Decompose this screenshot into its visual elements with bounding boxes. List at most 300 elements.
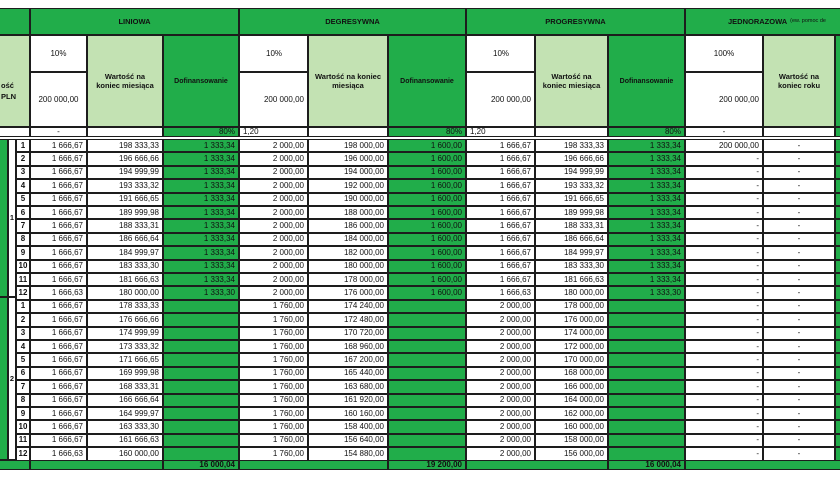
- lin-amortyzacja-cell[interactable]: 1 666,67: [30, 394, 87, 407]
- deg-amortyzacja-cell[interactable]: 2 000,00: [239, 246, 308, 259]
- lin-wartosc-cell[interactable]: 189 999,98: [87, 206, 163, 219]
- deg-wartosc-cell[interactable]: 198 000,00: [308, 139, 388, 152]
- lin-amortyzacja-cell[interactable]: 1 666,67: [30, 300, 87, 313]
- lin-dofinansowanie-cell[interactable]: 1 333,34: [163, 139, 239, 152]
- deg-amortyzacja-cell[interactable]: 2 000,00: [239, 152, 308, 165]
- jed-wartosc-cell[interactable]: -: [763, 340, 835, 353]
- lin-dofinansowanie-cell[interactable]: 1 333,30: [163, 286, 239, 299]
- jed-amortyzacja-cell[interactable]: -: [685, 246, 763, 259]
- prog-amortyzacja-cell[interactable]: 2 000,00: [466, 420, 535, 433]
- prog-amortyzacja-cell[interactable]: 2 000,00: [466, 353, 535, 366]
- lin-wartosc-cell[interactable]: 169 999,98: [87, 367, 163, 380]
- prog-dofinansowanie-cell[interactable]: [608, 340, 685, 353]
- deg-wartosc-cell[interactable]: 174 240,00: [308, 300, 388, 313]
- prog-amortyzacja-cell[interactable]: 2 000,00: [466, 340, 535, 353]
- jed-amortyzacja-cell[interactable]: -: [685, 340, 763, 353]
- lin-dofinansowanie-cell[interactable]: [163, 420, 239, 433]
- jed-wartosc-cell[interactable]: -: [763, 219, 835, 232]
- lin-dofinansowanie-cell[interactable]: [163, 434, 239, 447]
- lin-dofinansowanie-cell[interactable]: [163, 340, 239, 353]
- prog-wartosc-cell[interactable]: 164 000,00: [535, 394, 608, 407]
- prog-amortyzacja-cell[interactable]: 2 000,00: [466, 300, 535, 313]
- lin-dofinansowanie-cell[interactable]: 1 333,34: [163, 206, 239, 219]
- deg-amortyzacja-cell[interactable]: 2 000,00: [239, 219, 308, 232]
- deg-amortyzacja-cell[interactable]: 2 000,00: [239, 193, 308, 206]
- prog-value[interactable]: 200 000,00: [466, 72, 535, 127]
- lin-dofinansowanie-cell[interactable]: [163, 313, 239, 326]
- prog-amortyzacja-cell[interactable]: 1 666,67: [466, 166, 535, 179]
- prog-dofinansowanie-cell[interactable]: [608, 353, 685, 366]
- lin-amortyzacja-cell[interactable]: 1 666,67: [30, 246, 87, 259]
- lin-dofinansowanie-cell[interactable]: [163, 380, 239, 393]
- deg-dofinansowanie-cell[interactable]: [388, 367, 466, 380]
- prog-wartosc-cell[interactable]: 181 666,63: [535, 273, 608, 286]
- deg-dofinansowanie-cell[interactable]: [388, 434, 466, 447]
- lin-wartosc-cell[interactable]: 166 666,64: [87, 394, 163, 407]
- jed-wartosc-cell[interactable]: -: [763, 179, 835, 192]
- month-cell[interactable]: 4: [16, 179, 30, 192]
- lin-wartosc-cell[interactable]: 168 333,31: [87, 380, 163, 393]
- prog-wartosc-cell[interactable]: 172 000,00: [535, 340, 608, 353]
- jed-amortyzacja-cell[interactable]: -: [685, 434, 763, 447]
- deg-rate[interactable]: 10%: [239, 35, 308, 72]
- prog-wartosc-cell[interactable]: 196 666,66: [535, 152, 608, 165]
- lin-dofinansowanie-cell[interactable]: [163, 300, 239, 313]
- lin-wartosc-cell[interactable]: 194 999,99: [87, 166, 163, 179]
- jed-amortyzacja-cell[interactable]: -: [685, 260, 763, 273]
- prog-amortyzacja-cell[interactable]: 2 000,00: [466, 313, 535, 326]
- deg-wartosc-cell[interactable]: 194 000,00: [308, 166, 388, 179]
- deg-dofinansowanie-cell[interactable]: [388, 353, 466, 366]
- lin-dofinansowanie-cell[interactable]: 1 333,34: [163, 179, 239, 192]
- jed-amortyzacja-cell[interactable]: -: [685, 407, 763, 420]
- deg-wartosc-cell[interactable]: 196 000,00: [308, 152, 388, 165]
- lin-wartosc-cell[interactable]: 188 333,31: [87, 219, 163, 232]
- prog-wartosc-cell[interactable]: 176 000,00: [535, 313, 608, 326]
- lin-wartosc-cell[interactable]: 174 999,99: [87, 327, 163, 340]
- month-cell[interactable]: 12: [16, 447, 30, 460]
- lin-wartosc-cell[interactable]: 176 666,66: [87, 313, 163, 326]
- jed-amortyzacja-cell[interactable]: -: [685, 273, 763, 286]
- deg-dofinansowanie-cell[interactable]: 1 600,00: [388, 260, 466, 273]
- deg-dofinansowanie-cell[interactable]: [388, 394, 466, 407]
- deg-dofinansowanie-cell[interactable]: 1 600,00: [388, 273, 466, 286]
- lin-wartosc-cell[interactable]: 161 666,63: [87, 434, 163, 447]
- deg-wartosc-cell[interactable]: 178 000,00: [308, 273, 388, 286]
- prog-dofinansowanie-cell[interactable]: 1 333,34: [608, 139, 685, 152]
- deg-col-header-dofinansowanie[interactable]: Dofinansowanie: [388, 35, 466, 127]
- jed-wartosc-cell[interactable]: -: [763, 407, 835, 420]
- deg-dofinansowanie-cell[interactable]: 1 600,00: [388, 286, 466, 299]
- month-cell[interactable]: 7: [16, 219, 30, 232]
- jed-wartosc-cell[interactable]: -: [763, 394, 835, 407]
- deg-wartosc-cell[interactable]: 170 720,00: [308, 327, 388, 340]
- deg-amortyzacja-cell[interactable]: 1 760,00: [239, 353, 308, 366]
- lin-wartosc-cell[interactable]: 178 333,33: [87, 300, 163, 313]
- lin-amortyzacja-cell[interactable]: 1 666,67: [30, 139, 87, 152]
- lin-dofinansowanie-cell[interactable]: 1 333,34: [163, 260, 239, 273]
- deg-param[interactable]: 1,20: [239, 127, 308, 137]
- deg-amortyzacja-cell[interactable]: 1 760,00: [239, 340, 308, 353]
- jed-amortyzacja-cell[interactable]: -: [685, 206, 763, 219]
- deg-dofinansowanie-cell[interactable]: 1 600,00: [388, 206, 466, 219]
- lin-wartosc-cell[interactable]: 160 000,00: [87, 447, 163, 460]
- deg-wartosc-cell[interactable]: 172 480,00: [308, 313, 388, 326]
- lin-amortyzacja-cell[interactable]: 1 666,67: [30, 434, 87, 447]
- deg-dofinansowanie-cell[interactable]: [388, 327, 466, 340]
- lin-wartosc-cell[interactable]: 193 333,32: [87, 179, 163, 192]
- deg-amortyzacja-cell[interactable]: 1 760,00: [239, 434, 308, 447]
- prog-dofinansowanie-cell[interactable]: [608, 380, 685, 393]
- deg-amortyzacja-cell[interactable]: 1 760,00: [239, 420, 308, 433]
- jed-amortyzacja-cell[interactable]: 200 000,00: [685, 139, 763, 152]
- jed-wartosc-cell[interactable]: -: [763, 286, 835, 299]
- prog-amortyzacja-cell[interactable]: 2 000,00: [466, 394, 535, 407]
- prog-param[interactable]: 1,20: [466, 127, 535, 137]
- deg-dofinansowanie-cell[interactable]: [388, 420, 466, 433]
- prog-dofinansowanie-cell[interactable]: [608, 313, 685, 326]
- total-liniowa[interactable]: 16 000,04: [163, 460, 239, 470]
- prog-wartosc-cell[interactable]: 156 000,00: [535, 447, 608, 460]
- prog-wartosc-cell[interactable]: 180 000,00: [535, 286, 608, 299]
- prog-amortyzacja-cell[interactable]: 1 666,67: [466, 179, 535, 192]
- lin-wartosc-cell[interactable]: 171 666,65: [87, 353, 163, 366]
- jed-wartosc-cell[interactable]: -: [763, 246, 835, 259]
- lin-amortyzacja-cell[interactable]: 1 666,67: [30, 367, 87, 380]
- prog-wartosc-cell[interactable]: 178 000,00: [535, 300, 608, 313]
- corner-cell[interactable]: [0, 8, 30, 35]
- deg-wartosc-cell[interactable]: 182 000,00: [308, 246, 388, 259]
- deg-wartosc-cell[interactable]: 186 000,00: [308, 219, 388, 232]
- prog-amortyzacja-cell[interactable]: 1 666,67: [466, 219, 535, 232]
- prog-amortyzacja-cell[interactable]: 1 666,67: [466, 246, 535, 259]
- lin-wartosc-cell[interactable]: 181 666,63: [87, 273, 163, 286]
- lin-wartosc-cell[interactable]: 164 999,97: [87, 407, 163, 420]
- lin-wartosc-cell[interactable]: 163 333,30: [87, 420, 163, 433]
- lin-amortyzacja-cell[interactable]: 1 666,67: [30, 407, 87, 420]
- jed-wartosc-cell[interactable]: -: [763, 353, 835, 366]
- jed-amortyzacja-cell[interactable]: -: [685, 179, 763, 192]
- lin-wartosc-cell[interactable]: 183 333,30: [87, 260, 163, 273]
- jed-amortyzacja-cell[interactable]: -: [685, 447, 763, 460]
- prog-amortyzacja-cell[interactable]: 2 000,00: [466, 407, 535, 420]
- month-cell[interactable]: 2: [16, 313, 30, 326]
- lin-wartosc-cell[interactable]: 186 666,64: [87, 233, 163, 246]
- deg-amortyzacja-cell[interactable]: 1 760,00: [239, 327, 308, 340]
- jed-amortyzacja-cell[interactable]: -: [685, 394, 763, 407]
- prog-wartosc-cell[interactable]: 160 000,00: [535, 420, 608, 433]
- prog-pct[interactable]: 80%: [608, 127, 685, 137]
- month-cell[interactable]: 8: [16, 394, 30, 407]
- deg-dofinansowanie-cell[interactable]: 1 600,00: [388, 179, 466, 192]
- prog-wartosc-cell[interactable]: 166 000,00: [535, 380, 608, 393]
- lin-amortyzacja-cell[interactable]: 1 666,67: [30, 260, 87, 273]
- deg-dofinansowanie-cell[interactable]: 1 600,00: [388, 139, 466, 152]
- deg-wartosc-cell[interactable]: 184 000,00: [308, 233, 388, 246]
- deg-amortyzacja-cell[interactable]: 2 000,00: [239, 166, 308, 179]
- prog-wartosc-cell[interactable]: 183 333,30: [535, 260, 608, 273]
- prog-wartosc-cell[interactable]: 162 000,00: [535, 407, 608, 420]
- lin-dofinansowanie-cell[interactable]: [163, 407, 239, 420]
- lin-dofinansowanie-cell[interactable]: 1 333,34: [163, 273, 239, 286]
- prog-wartosc-cell[interactable]: 158 000,00: [535, 434, 608, 447]
- section-header-progresywna[interactable]: PROGRESYWNA: [466, 8, 685, 35]
- month-cell[interactable]: 5: [16, 193, 30, 206]
- deg-dofinansowanie-cell[interactable]: 1 600,00: [388, 219, 466, 232]
- jed-amortyzacja-cell[interactable]: -: [685, 219, 763, 232]
- deg-wartosc-cell[interactable]: 161 920,00: [308, 394, 388, 407]
- prog-amortyzacja-cell[interactable]: 2 000,00: [466, 367, 535, 380]
- deg-col-header-value[interactable]: Wartość na koniec miesiąca: [308, 35, 388, 127]
- prog-col-header-dofinansowanie[interactable]: Dofinansowanie: [608, 35, 685, 127]
- lin-wartosc-cell[interactable]: 184 999,97: [87, 246, 163, 259]
- month-cell[interactable]: 1: [16, 139, 30, 152]
- prog-amortyzacja-cell[interactable]: 1 666,63: [466, 286, 535, 299]
- lin-amortyzacja-cell[interactable]: 1 666,67: [30, 340, 87, 353]
- deg-amortyzacja-cell[interactable]: 2 000,00: [239, 233, 308, 246]
- lin-col-header-value[interactable]: Wartość na koniec miesiąca: [87, 35, 163, 127]
- jed-col-header-value[interactable]: Wartość na koniec roku: [763, 35, 835, 127]
- prog-dofinansowanie-cell[interactable]: [608, 447, 685, 460]
- prog-wartosc-cell[interactable]: 168 000,00: [535, 367, 608, 380]
- prog-amortyzacja-cell[interactable]: 2 000,00: [466, 327, 535, 340]
- prog-amortyzacja-cell[interactable]: 1 666,67: [466, 273, 535, 286]
- jed-amortyzacja-cell[interactable]: -: [685, 380, 763, 393]
- deg-wartosc-cell[interactable]: 160 160,00: [308, 407, 388, 420]
- deg-dofinansowanie-cell[interactable]: [388, 407, 466, 420]
- jed-wartosc-cell[interactable]: -: [763, 380, 835, 393]
- section-header-jednorazowa[interactable]: [685, 8, 840, 35]
- section-header-liniowa[interactable]: LINIOWA: [30, 8, 239, 35]
- deg-amortyzacja-cell[interactable]: 2 000,00: [239, 139, 308, 152]
- prog-dofinansowanie-cell[interactable]: [608, 327, 685, 340]
- lin-amortyzacja-cell[interactable]: 1 666,67: [30, 353, 87, 366]
- prog-wartosc-cell[interactable]: 188 333,31: [535, 219, 608, 232]
- prog-dofinansowanie-cell[interactable]: [608, 420, 685, 433]
- lin-dofinansowanie-cell[interactable]: 1 333,34: [163, 166, 239, 179]
- lin-amortyzacja-cell[interactable]: 1 666,67: [30, 166, 87, 179]
- prog-amortyzacja-cell[interactable]: 2 000,00: [466, 380, 535, 393]
- lin-amortyzacja-cell[interactable]: 1 666,67: [30, 380, 87, 393]
- deg-amortyzacja-cell[interactable]: 1 760,00: [239, 447, 308, 460]
- lin-value[interactable]: 200 000,00: [30, 72, 87, 127]
- prog-dofinansowanie-cell[interactable]: 1 333,30: [608, 286, 685, 299]
- deg-wartosc-cell[interactable]: 165 440,00: [308, 367, 388, 380]
- month-cell[interactable]: 1: [16, 300, 30, 313]
- prog-amortyzacja-cell[interactable]: 1 666,67: [466, 193, 535, 206]
- jed-wartosc-cell[interactable]: -: [763, 300, 835, 313]
- jed-rate[interactable]: 100%: [685, 35, 763, 72]
- lin-amortyzacja-cell[interactable]: 1 666,67: [30, 273, 87, 286]
- jed-wartosc-cell[interactable]: -: [763, 152, 835, 165]
- jed-amortyzacja-cell[interactable]: -: [685, 233, 763, 246]
- jed-wartosc-cell[interactable]: -: [763, 206, 835, 219]
- jed-param[interactable]: -: [685, 127, 763, 137]
- deg-dofinansowanie-cell[interactable]: [388, 300, 466, 313]
- jed-wartosc-cell[interactable]: -: [763, 434, 835, 447]
- year-2-cell[interactable]: 2: [8, 297, 16, 460]
- deg-amortyzacja-cell[interactable]: 1 760,00: [239, 300, 308, 313]
- deg-amortyzacja-cell[interactable]: 2 000,00: [239, 273, 308, 286]
- prog-rate[interactable]: 10%: [466, 35, 535, 72]
- deg-amortyzacja-cell[interactable]: 1 760,00: [239, 394, 308, 407]
- prog-dofinansowanie-cell[interactable]: 1 333,34: [608, 179, 685, 192]
- deg-value[interactable]: 200 000,00: [239, 72, 308, 127]
- lin-dofinansowanie-cell[interactable]: [163, 394, 239, 407]
- lin-pct[interactable]: 80%: [163, 127, 239, 137]
- month-cell[interactable]: 5: [16, 353, 30, 366]
- prog-wartosc-cell[interactable]: 193 333,32: [535, 179, 608, 192]
- deg-amortyzacja-cell[interactable]: 2 000,00: [239, 206, 308, 219]
- prog-dofinansowanie-cell[interactable]: [608, 300, 685, 313]
- total-degresywna[interactable]: 19 200,00: [388, 460, 466, 470]
- month-cell[interactable]: 11: [16, 434, 30, 447]
- deg-wartosc-cell[interactable]: 154 880,00: [308, 447, 388, 460]
- jed-wartosc-cell[interactable]: -: [763, 139, 835, 152]
- deg-wartosc-cell[interactable]: 156 640,00: [308, 434, 388, 447]
- prog-dofinansowanie-cell[interactable]: 1 333,34: [608, 193, 685, 206]
- month-cell[interactable]: 7: [16, 380, 30, 393]
- month-cell[interactable]: 3: [16, 327, 30, 340]
- lin-amortyzacja-cell[interactable]: 1 666,63: [30, 447, 87, 460]
- prog-dofinansowanie-cell[interactable]: 1 333,34: [608, 206, 685, 219]
- month-cell[interactable]: 9: [16, 246, 30, 259]
- jed-wartosc-cell[interactable]: -: [763, 273, 835, 286]
- deg-dofinansowanie-cell[interactable]: 1 600,00: [388, 152, 466, 165]
- lin-amortyzacja-cell[interactable]: 1 666,67: [30, 420, 87, 433]
- prog-dofinansowanie-cell[interactable]: [608, 407, 685, 420]
- lin-wartosc-cell[interactable]: 173 333,32: [87, 340, 163, 353]
- deg-amortyzacja-cell[interactable]: 1 760,00: [239, 407, 308, 420]
- lin-param[interactable]: -: [30, 127, 87, 137]
- deg-amortyzacja-cell[interactable]: 1 760,00: [239, 380, 308, 393]
- prog-amortyzacja-cell[interactable]: 1 666,67: [466, 233, 535, 246]
- jed-value[interactable]: 200 000,00: [685, 72, 763, 127]
- prog-wartosc-cell[interactable]: 198 333,33: [535, 139, 608, 152]
- deg-dofinansowanie-cell[interactable]: [388, 340, 466, 353]
- jed-wartosc-cell[interactable]: -: [763, 367, 835, 380]
- jed-amortyzacja-cell[interactable]: -: [685, 166, 763, 179]
- deg-dofinansowanie-cell[interactable]: 1 600,00: [388, 193, 466, 206]
- prog-dofinansowanie-cell[interactable]: 1 333,34: [608, 273, 685, 286]
- jed-amortyzacja-cell[interactable]: -: [685, 420, 763, 433]
- month-cell[interactable]: 3: [16, 166, 30, 179]
- deg-dofinansowanie-cell[interactable]: [388, 380, 466, 393]
- lin-col-header-dofinansowanie[interactable]: Dofinansowanie: [163, 35, 239, 127]
- month-cell[interactable]: 9: [16, 407, 30, 420]
- deg-dofinansowanie-cell[interactable]: [388, 313, 466, 326]
- jed-wartosc-cell[interactable]: -: [763, 327, 835, 340]
- month-cell[interactable]: 6: [16, 206, 30, 219]
- prog-amortyzacja-cell[interactable]: 1 666,67: [466, 139, 535, 152]
- lin-dofinansowanie-cell[interactable]: 1 333,34: [163, 193, 239, 206]
- lin-amortyzacja-cell[interactable]: 1 666,67: [30, 219, 87, 232]
- deg-wartosc-cell[interactable]: 192 000,00: [308, 179, 388, 192]
- lin-amortyzacja-cell[interactable]: 1 666,67: [30, 179, 87, 192]
- jed-amortyzacja-cell[interactable]: -: [685, 286, 763, 299]
- prog-amortyzacja-cell[interactable]: 1 666,67: [466, 260, 535, 273]
- deg-amortyzacja-cell[interactable]: 2 000,00: [239, 286, 308, 299]
- lin-dofinansowanie-cell[interactable]: [163, 353, 239, 366]
- deg-amortyzacja-cell[interactable]: 2 000,00: [239, 260, 308, 273]
- lin-amortyzacja-cell[interactable]: 1 666,67: [30, 233, 87, 246]
- total-progresywna[interactable]: 16 000,04: [608, 460, 685, 470]
- jed-wartosc-cell[interactable]: -: [763, 447, 835, 460]
- lin-dofinansowanie-cell[interactable]: 1 333,34: [163, 219, 239, 232]
- jed-wartosc-cell[interactable]: -: [763, 420, 835, 433]
- deg-wartosc-cell[interactable]: 190 000,00: [308, 193, 388, 206]
- lin-amortyzacja-cell[interactable]: 1 666,67: [30, 193, 87, 206]
- lin-amortyzacja-cell[interactable]: 1 666,67: [30, 206, 87, 219]
- deg-wartosc-cell[interactable]: 188 000,00: [308, 206, 388, 219]
- jed-amortyzacja-cell[interactable]: -: [685, 327, 763, 340]
- month-cell[interactable]: 4: [16, 340, 30, 353]
- year-1-cell[interactable]: 1: [8, 139, 16, 297]
- prog-dofinansowanie-cell[interactable]: 1 333,34: [608, 260, 685, 273]
- deg-wartosc-cell[interactable]: 176 000,00: [308, 286, 388, 299]
- prog-wartosc-cell[interactable]: 194 999,99: [535, 166, 608, 179]
- prog-wartosc-cell[interactable]: 184 999,97: [535, 246, 608, 259]
- deg-amortyzacja-cell[interactable]: 1 760,00: [239, 367, 308, 380]
- month-cell[interactable]: 10: [16, 260, 30, 273]
- lin-amortyzacja-cell[interactable]: 1 666,63: [30, 286, 87, 299]
- deg-dofinansowanie-cell[interactable]: 1 600,00: [388, 166, 466, 179]
- lin-dofinansowanie-cell[interactable]: 1 333,34: [163, 246, 239, 259]
- month-cell[interactable]: 12: [16, 286, 30, 299]
- jed-amortyzacja-cell[interactable]: -: [685, 313, 763, 326]
- lin-wartosc-cell[interactable]: 191 666,65: [87, 193, 163, 206]
- jed-amortyzacja-cell[interactable]: -: [685, 152, 763, 165]
- deg-dofinansowanie-cell[interactable]: 1 600,00: [388, 233, 466, 246]
- month-cell[interactable]: 8: [16, 233, 30, 246]
- jed-wartosc-cell[interactable]: -: [763, 166, 835, 179]
- prog-wartosc-cell[interactable]: 186 666,64: [535, 233, 608, 246]
- jed-wartosc-cell[interactable]: -: [763, 233, 835, 246]
- prog-dofinansowanie-cell[interactable]: 1 333,34: [608, 233, 685, 246]
- prog-wartosc-cell[interactable]: 174 000,00: [535, 327, 608, 340]
- prog-amortyzacja-cell[interactable]: 2 000,00: [466, 434, 535, 447]
- lin-dofinansowanie-cell[interactable]: [163, 367, 239, 380]
- lin-wartosc-cell[interactable]: 180 000,00: [87, 286, 163, 299]
- deg-dofinansowanie-cell[interactable]: [388, 447, 466, 460]
- prog-wartosc-cell[interactable]: 189 999,98: [535, 206, 608, 219]
- jed-amortyzacja-cell[interactable]: -: [685, 353, 763, 366]
- jed-wartosc-cell[interactable]: -: [763, 193, 835, 206]
- deg-wartosc-cell[interactable]: 180 000,00: [308, 260, 388, 273]
- left-label-cell[interactable]: [0, 35, 30, 127]
- deg-wartosc-cell[interactable]: 158 400,00: [308, 420, 388, 433]
- lin-dofinansowanie-cell[interactable]: [163, 327, 239, 340]
- lin-amortyzacja-cell[interactable]: 1 666,67: [30, 313, 87, 326]
- lin-amortyzacja-cell[interactable]: 1 666,67: [30, 327, 87, 340]
- deg-amortyzacja-cell[interactable]: 2 000,00: [239, 179, 308, 192]
- jed-wartosc-cell[interactable]: -: [763, 313, 835, 326]
- deg-dofinansowanie-cell[interactable]: 1 600,00: [388, 246, 466, 259]
- prog-dofinansowanie-cell[interactable]: [608, 394, 685, 407]
- lin-wartosc-cell[interactable]: 196 666,66: [87, 152, 163, 165]
- prog-wartosc-cell[interactable]: 170 000,00: [535, 353, 608, 366]
- prog-dofinansowanie-cell[interactable]: 1 333,34: [608, 219, 685, 232]
- prog-wartosc-cell[interactable]: 191 666,65: [535, 193, 608, 206]
- lin-amortyzacja-cell[interactable]: 1 666,67: [30, 152, 87, 165]
- month-cell[interactable]: 2: [16, 152, 30, 165]
- section-header-degresywna[interactable]: DEGRESYWNA: [239, 8, 466, 35]
- lin-dofinansowanie-cell[interactable]: [163, 447, 239, 460]
- prog-amortyzacja-cell[interactable]: 2 000,00: [466, 447, 535, 460]
- prog-dofinansowanie-cell[interactable]: 1 333,34: [608, 166, 685, 179]
- month-cell[interactable]: 11: [16, 273, 30, 286]
- month-cell[interactable]: 6: [16, 367, 30, 380]
